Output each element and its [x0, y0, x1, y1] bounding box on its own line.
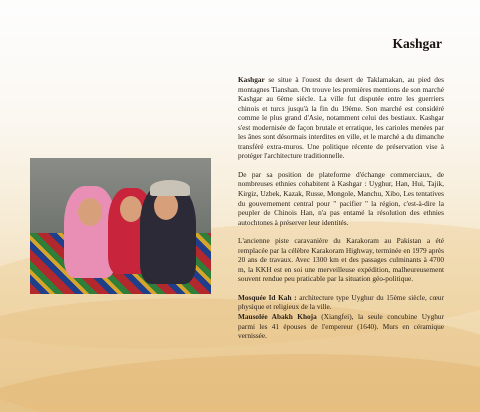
- paragraph-mausoleum: [238, 312, 444, 341]
- article-text: [238, 75, 444, 341]
- paragraph-karakoram: L'ancienne piste caravanière du Karakoram au Pakistan a été remplacée par la célèbre Karakoram Highway, terminée en 1979 après 20 ans de travaux. Avec 1300 km et des passages culminants à 4700 m, la KKH est en soi une merveilleuse expédition, malheureusement souvent rendue peu praticable par la situation géo-politique.: [238, 236, 444, 284]
- page-title: Kashgar: [392, 36, 442, 51]
- mausoleum-text: (Xiangfei), la seule concubine Uyghur parmi les 41 épouses de l'empereur (1640). Murs en céramique vernissée.: [238, 312, 445, 341]
- mausoleum-name: Mausolée Abakh Khoja: [238, 312, 317, 322]
- paragraph-intro-text: se situe à l'ouest du desert de Taklamakan, au pied des montagnes Tianshan. On trouve les premières mentions de son marché Kashgar au 6ème siècle. La ville fut disputée entre les guerriers chinois et turcs jusqu'à la fin du 19ème. Son marché est considéré comme le plus grand d'Asie, notamment celui des bestiaux. Kashgar s'est modernisée de façon brutale et erratique, les carioles menées par les ânes sont désormais interdites en ville, et le marché a du dimanche transféré extra-muros. Une politique récente de préservation vise à protéger l'architecture traditionnelle.: [238, 75, 444, 161]
- background-dune: [0, 344, 480, 412]
- paragraph-mosque: [238, 293, 444, 312]
- photo-face: [154, 192, 178, 220]
- paragraph-ethnies: De par sa position de plateforme d'échange commerciaux, de nombreuses ethnies cohabitent à Kashgar : Uyghur, Han, Hui, Tajik, Kirgiz, Uzbek, Kazak, Russe, Mongole, Manchu, Xibo, Les tentatives du gouvernement central pour " pacifier " la région, c'est-à-dire la peupler de Chinois Han, n'a pas entamé la résolution des ethnies autochtones à préserver leur identités.: [238, 169, 444, 227]
- paragraph-intro: [238, 75, 444, 161]
- photo-headscarf: [150, 180, 190, 196]
- mosque-text: architecture type Uyghur du 15ème siècle, cœur physique et religieux de la ville.: [238, 292, 444, 312]
- mosque-name: Mosquée Id Kah :: [238, 292, 297, 302]
- city-name: Kashgar: [238, 75, 265, 84]
- children-photo: [30, 158, 211, 294]
- photo-face: [78, 198, 102, 226]
- photo-face: [120, 196, 142, 222]
